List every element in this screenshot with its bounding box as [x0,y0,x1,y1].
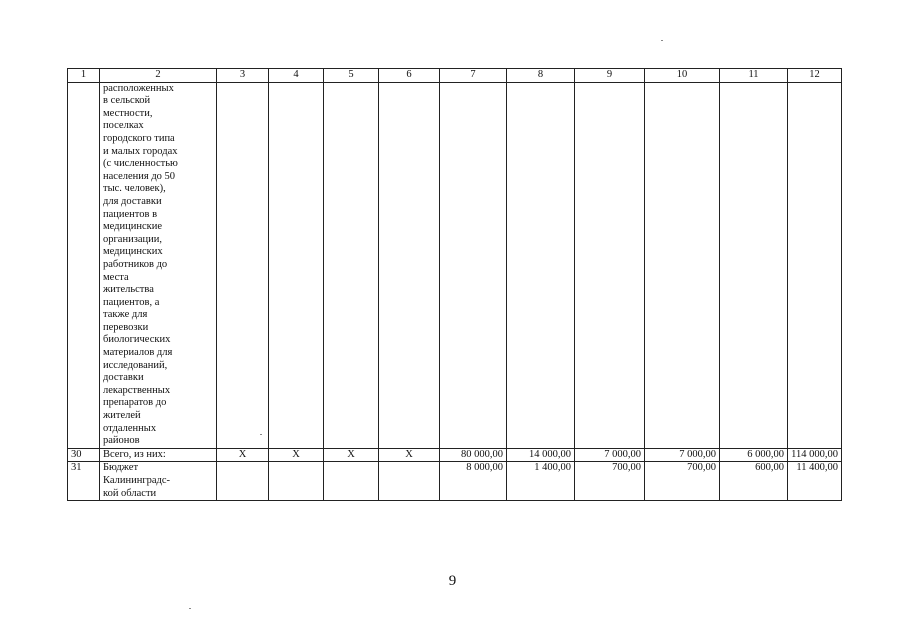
table-cell: 114 000,00 [788,448,842,462]
column-header: 11 [720,69,788,83]
table-cell: 14 000,00 [507,448,575,462]
column-header: 9 [575,69,645,83]
table-cell: X [324,448,379,462]
column-header: 12 [788,69,842,83]
table-cell: 600,00 [720,462,788,501]
table-cell: 80 000,00 [440,448,507,462]
table-cell: X [379,448,440,462]
scan-speck [189,608,191,609]
scan-speck [260,434,262,435]
table-row-continuation [68,82,842,448]
table-cell [379,462,440,501]
table-cell: 700,00 [575,462,645,501]
column-header: 5 [324,69,379,83]
table-cell [217,462,269,501]
table-cell: X [217,448,269,462]
column-number-row [68,69,842,83]
table-row-regional-budget [68,462,842,501]
column-header: 6 [379,69,440,83]
row-number-cell: 31 [68,462,100,501]
table-cell: 6 000,00 [720,448,788,462]
table-cell: 1 400,00 [507,462,575,501]
row-name-cell: Бюджет Калининградс- кой области [100,462,217,501]
column-header: 3 [217,69,269,83]
document-table [67,68,842,501]
row-name-cell: Всего, из них: [100,448,217,462]
column-header: 2 [100,69,217,83]
table-cell: 7 000,00 [575,448,645,462]
table-cell: 11 400,00 [788,462,842,501]
table-cell [269,462,324,501]
table-cell: 8 000,00 [440,462,507,501]
row-number-cell: 30 [68,448,100,462]
column-header: 10 [645,69,720,83]
column-header: 8 [507,69,575,83]
table-cell [324,462,379,501]
table-row-total [68,448,842,462]
table-cell: 7 000,00 [645,448,720,462]
page-number: 9 [448,573,457,589]
column-header: 4 [269,69,324,83]
continuation-text-cell: расположенных в сельской местности, поселках городского типа и малых городах (с численностью населения до 50 тыс. человек), для доставки пациентов в медицинские организации, медицинских работников до места жительства пациентов, а также для перевозки биологических материалов для исследований, доставки лекарственных препаратов до жителей отдаленных районов [100,82,217,448]
table-cell: X [269,448,324,462]
scan-speck [661,40,663,41]
table-cell: 700,00 [645,462,720,501]
column-header: 7 [440,69,507,83]
column-header: 1 [68,69,100,83]
